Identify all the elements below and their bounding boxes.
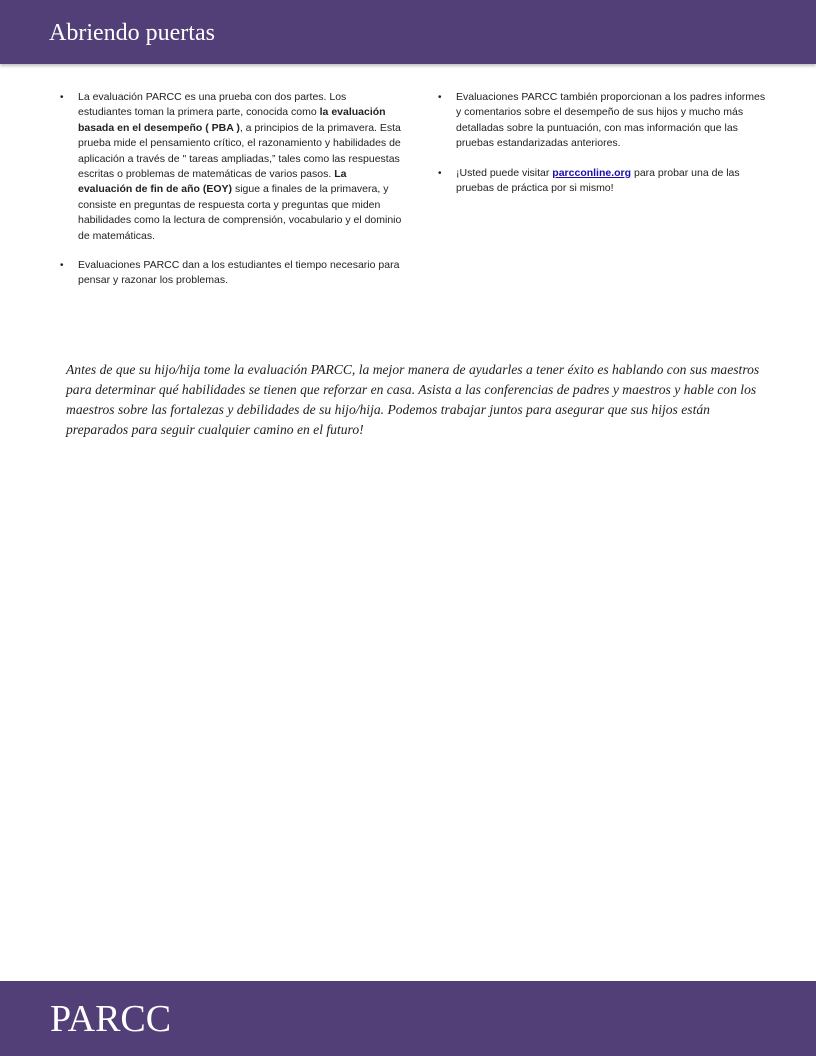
closing-paragraph: Antes de que su hijo/hija tome la evaluación PARCC, la mejor manera de ayudarles a tener éxito es hablando con sus maestros para determinar qué habilidades se tienen que reforzar en casa. Asista a las conferencias de padres y maestros y hable con los maestros sobre las fortalezas y debilidades de su hijo/hija. Podemos trabajar juntos para asegurar que sus hijos están preparados para seguir cualquier camino en el futuro! [66,362,760,437]
list-item [438,166,770,197]
bullet-icon: • [60,260,64,272]
right-column [438,90,770,210]
item-text: Evaluaciones PARCC dan a los estudiantes el tiempo necesario para pensar y razonar los problemas. [78,259,400,287]
left-column [60,90,402,303]
parcconline-link[interactable]: parcconline.org [552,166,632,179]
parcc-logo: PARCC [50,998,172,1040]
list-item [60,90,402,244]
bullet-icon: • [438,92,442,103]
list-item [60,258,402,289]
item-text: sigue a finales de la primavera, y consiste en preguntas de respuesta corta y preguntas que miden habilidades como la lectura de comprensión, vocabulario y el dominio de matemáticas. [78,183,402,242]
item-bold-text: La evaluación de fin de año (EOY) [78,168,347,196]
item-text: Evaluaciones PARCC también proporcionan a los padres informes y comentarios sobre el desempeño de sus hijos y mucho más detalladas sobre la puntuación, con mas información que las pruebas estandarizadas anteriores. [456,91,766,150]
item-text: , a principios de la primavera. Esta prueba mide el pensamiento crítico, el razonamiento y habilidades de aplicación a través de " tareas ampliadas,” tales como las respuestas escritas o problemas de matemáticas de varios pasos. [78,121,401,181]
bullet-icon: • [438,167,442,179]
footer-banner [0,981,816,1056]
item-text: La evaluación PARCC es una prueba con dos partes. Los estudiantes toman la primera parte, conocida como [78,91,347,119]
bullet-icon: • [60,92,64,103]
header-banner [0,0,816,64]
item-text: para probar una de las pruebas de práctica por si mismo! [456,166,740,195]
item-text: ¡Usted puede visitar [456,166,553,179]
right-bullet-list [438,90,770,196]
page-title: Abriendo puertas [49,20,215,46]
list-item [438,90,770,152]
left-bullet-list [60,90,402,289]
item-bold-text: la evaluación basada en el desempeño ( PBA ) [78,106,386,134]
